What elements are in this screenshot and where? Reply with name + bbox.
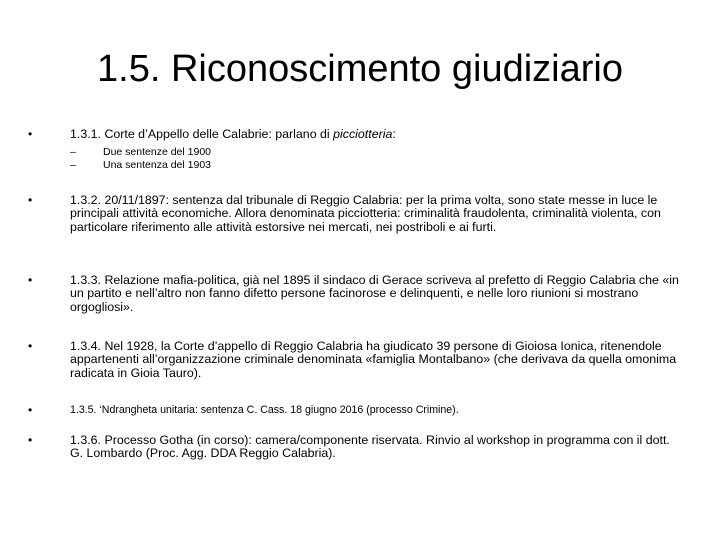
bullet-text-5: 1.3.5. ‘Ndrangheta unitaria: sentenza C. Cass. 18 giugno 2016 (processo Crimine). xyxy=(70,404,459,416)
bullet-icon: • xyxy=(28,339,33,353)
bullet-icon: • xyxy=(28,127,33,141)
bullet-icon: • xyxy=(28,433,33,447)
bullet-icon: • xyxy=(28,273,33,287)
sub-item-text: Una sentenza del 1903 xyxy=(103,159,211,171)
sub-item-2 xyxy=(70,159,630,172)
sub-list xyxy=(70,146,630,172)
dash-icon: – xyxy=(70,159,76,171)
dash-icon: – xyxy=(70,146,76,158)
bullet-text-4: 1.3.4. Nel 1928, la Corte d’appello di Reggio Calabria ha giudicato 39 persone di Gioiosa Ionica, ritenendole appartenenti all’organizzazione criminale denominata «famiglia Montalbano» (che derivava da quella omonima radicata in Gioia Tauro). xyxy=(70,339,677,380)
bullet-text-1-prefix: 1.3.1. Corte d’Appello delle Calabrie: parlano di xyxy=(70,127,334,141)
slide-title: 1.5. Riconoscimento giudiziario xyxy=(97,48,623,90)
bullet-text-2: 1.3.2. 20/11/1897: sentenza dal tribunale di Reggio Calabria: per la prima volta, sono state messe in luce le principali attività economiche. Allora denominata picciotteria: criminalità fraudolenta, criminalità violenta, con particolare riferimento alle attività estorsive nei mercati, nei postriboli e ai furti. xyxy=(70,193,661,234)
bullet-text-1-suffix: : xyxy=(392,127,396,141)
bullet-text-1 xyxy=(70,128,684,141)
sub-item-1 xyxy=(70,146,630,159)
sub-item-text: Due sentenze del 1900 xyxy=(103,146,211,158)
bullet-icon: • xyxy=(28,193,33,207)
bullet-text-6: 1.3.6. Processo Gotha (in corso): camera/componente riservata. Rinvio al workshop in programma con il dott. G. Lombardo (Proc. Agg. DDA Reggio Calabria). xyxy=(70,433,670,461)
bullet-text-3: 1.3.3. Relazione mafia-politica, già nel 1895 il sindaco di Gerace scriveva al prefetto di Reggio Calabria che «in un partito e nell’altro non fanno difetto persone facinorose e delinquenti, e nelle loro riunioni si mostrano orgogliosi». xyxy=(70,273,679,314)
bullet-icon: • xyxy=(28,403,33,417)
bullet-text-1-emphasis: picciotteria xyxy=(333,127,393,141)
